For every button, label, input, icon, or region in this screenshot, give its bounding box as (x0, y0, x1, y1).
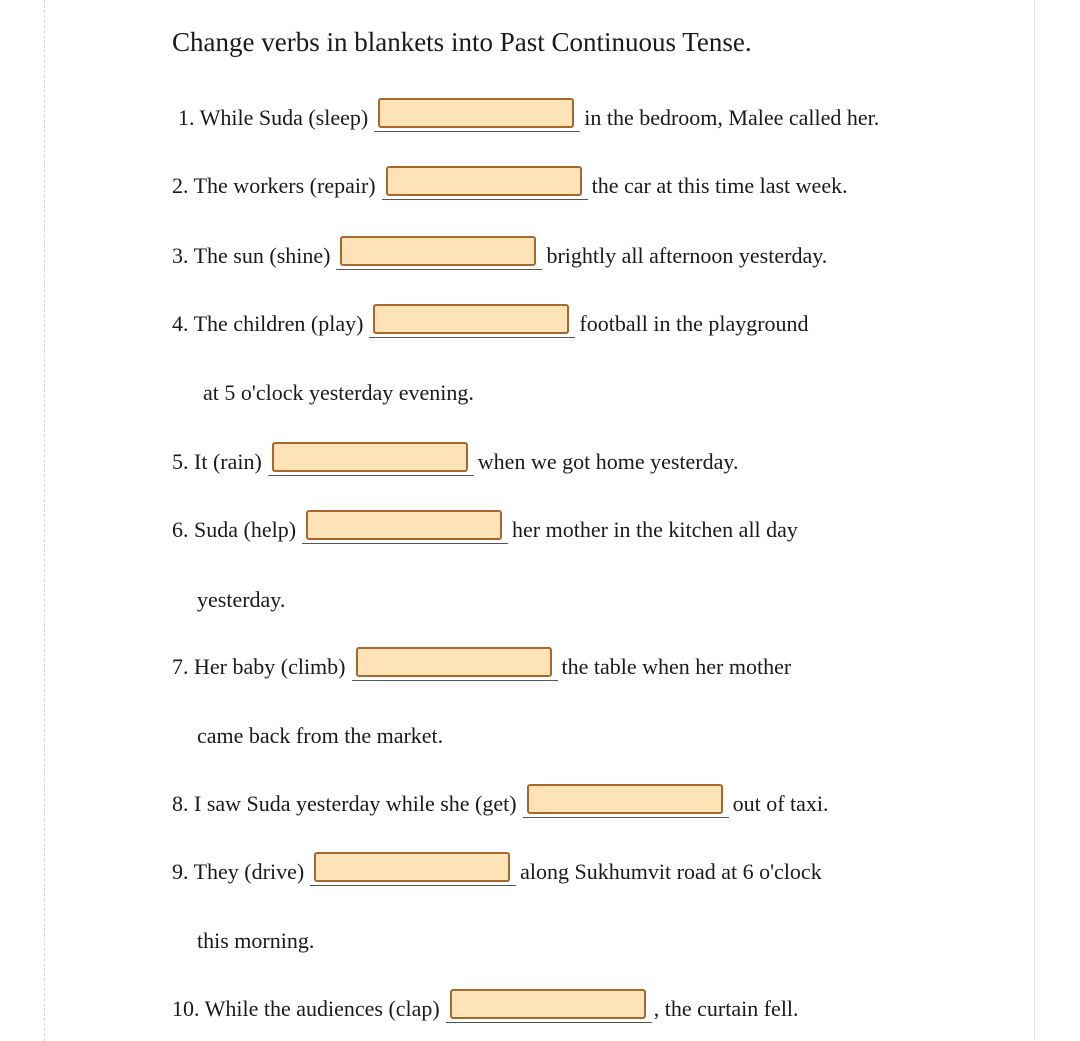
question-7 (172, 647, 791, 687)
question-3 (172, 236, 827, 276)
answer-blank-5 (268, 442, 474, 482)
worksheet-title: Change verbs in blankets into Past Continuous Tense. (172, 27, 752, 57)
question-2 (172, 166, 848, 206)
question-4 (172, 304, 809, 344)
question-10-prompt: 10. While the audiences (clap) (172, 996, 440, 1021)
answer-input-2[interactable] (386, 166, 582, 196)
answer-blank-10 (446, 989, 652, 1029)
answer-input-1[interactable] (378, 98, 574, 128)
answer-blank-4 (369, 304, 575, 344)
answer-input-7[interactable] (356, 647, 552, 677)
question-9-continuation-text: this morning. (197, 928, 315, 953)
question-3-rest: brightly all afternoon yesterday. (546, 243, 828, 268)
question-6-continuation-text: yesterday. (197, 587, 286, 612)
answer-blank-7 (352, 647, 558, 687)
answer-input-9[interactable] (314, 852, 510, 882)
question-3-prompt: 3. The sun (shine) (172, 243, 331, 268)
question-6-continuation (197, 580, 285, 620)
question-7-rest: the table when her mother (561, 654, 792, 679)
question-4-continuation (203, 373, 474, 413)
question-6 (172, 510, 798, 550)
question-7-continuation (197, 716, 443, 756)
answer-blank-8 (523, 784, 729, 824)
question-4-rest: football in the playground (579, 311, 809, 336)
question-9-rest: along Sukhumvit road at 6 o'clock (520, 859, 822, 884)
question-4-prompt: 4. The children (play) (172, 311, 364, 336)
question-5 (172, 442, 738, 482)
question-2-prompt: 2. The workers (repair) (172, 173, 376, 198)
question-8 (172, 784, 829, 824)
question-1-prompt: 1. While Suda (sleep) (178, 105, 369, 130)
question-4-continuation-text: at 5 o'clock yesterday evening. (203, 380, 474, 405)
answer-blank-1 (374, 98, 580, 138)
answer-blank-2 (382, 166, 588, 206)
question-7-continuation-text: came back from the market. (197, 723, 444, 748)
question-9-prompt: 9. They (drive) (172, 859, 305, 884)
question-6-prompt: 6. Suda (help) (172, 517, 297, 542)
answer-input-5[interactable] (272, 442, 468, 472)
page-edge-right (1034, 0, 1035, 1041)
question-5-rest: when we got home yesterday. (477, 449, 739, 474)
question-10-rest: , the curtain fell. (653, 996, 799, 1021)
answer-input-10[interactable] (450, 989, 646, 1019)
question-9 (172, 852, 822, 892)
question-5-prompt: 5. It (rain) (172, 449, 262, 474)
question-6-rest: her mother in the kitchen all day (512, 517, 798, 542)
question-2-rest: the car at this time last week. (591, 173, 848, 198)
question-1 (178, 98, 879, 138)
question-8-prompt: 8. I saw Suda yesterday while she (get) (172, 791, 517, 816)
answer-input-4[interactable] (373, 304, 569, 334)
answer-input-6[interactable] (306, 510, 502, 540)
question-7-prompt: 7. Her baby (climb) (172, 654, 346, 679)
question-9-continuation (197, 921, 314, 961)
answer-blank-9 (310, 852, 516, 892)
question-8-rest: out of taxi. (732, 791, 829, 816)
answer-input-8[interactable] (527, 784, 723, 814)
answer-blank-3 (336, 236, 542, 276)
answer-input-3[interactable] (340, 236, 536, 266)
question-1-rest: in the bedroom, Malee called her. (584, 105, 880, 130)
question-10 (172, 989, 799, 1029)
answer-blank-6 (302, 510, 508, 550)
page-edge-left (44, 0, 45, 1041)
